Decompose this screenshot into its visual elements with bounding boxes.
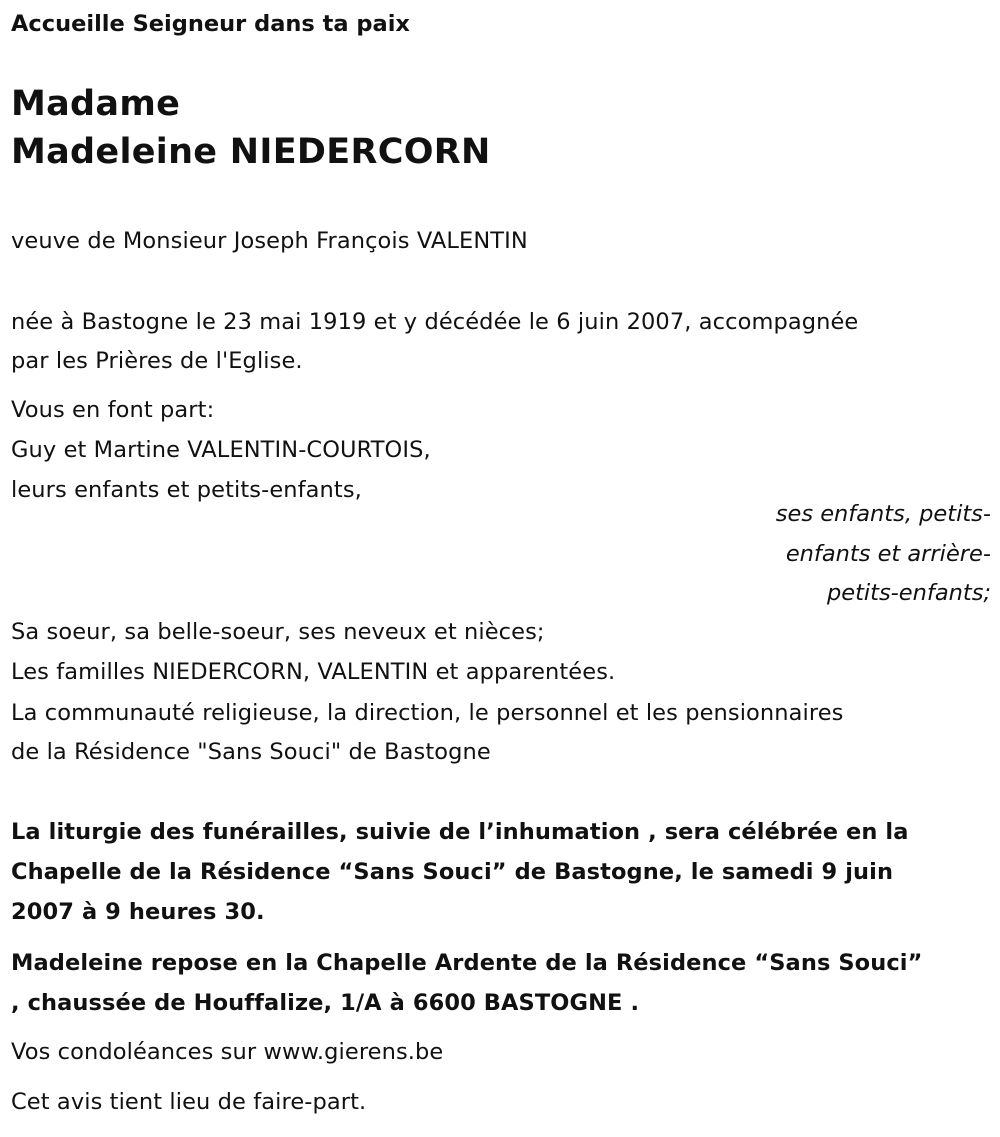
condolences-line: Vos condoléances sur www.gierens.be: [11, 1039, 444, 1065]
announcer-line-3: Sa soeur, sa belle-soeur, ses neveux et nièces;: [11, 619, 545, 645]
resting-line-2: , chaussée de Houffalize, 1/A à 6600 BASTOGNE .: [11, 990, 640, 1016]
funeral-line-3: 2007 à 9 heures 30.: [11, 899, 265, 925]
announcer-line-5: La communauté religieuse, la direction, le personnel et les pensionnaires: [11, 700, 844, 726]
deceased-name: Madeleine NIEDERCORN: [11, 132, 491, 172]
notice-line: Cet avis tient lieu de faire-part.: [11, 1089, 367, 1115]
announcer-line-6: de la Résidence "Sans Souci" de Bastogne: [11, 739, 491, 765]
announcers-intro: Vous en font part:: [11, 397, 215, 423]
resting-line-1: Madeleine repose en la Chapelle Ardente de la Résidence “Sans Souci”: [11, 950, 923, 976]
deceased-title: Madame: [11, 84, 181, 124]
spouse-line: veuve de Monsieur Joseph François VALENTIN: [11, 228, 528, 254]
funeral-line-2: Chapelle de la Résidence “Sans Souci” de Bastogne, le samedi 9 juin: [11, 859, 894, 885]
announcer-line-4: Les familles NIEDERCORN, VALENTIN et apparentées.: [11, 659, 616, 685]
descendants-line-1: ses enfants, petits-: [775, 501, 991, 527]
birth-death-line-2: par les Prières de l'Eglise.: [11, 348, 303, 374]
birth-death-line-1: née à Bastogne le 23 mai 1919 et y décédée le 6 juin 2007, accompagnée: [11, 309, 859, 335]
announcer-line-1: Guy et Martine VALENTIN-COURTOIS,: [11, 437, 431, 463]
prayer-header: Accueille Seigneur dans ta paix: [11, 11, 410, 37]
funeral-line-1: La liturgie des funérailles, suivie de l’inhumation , sera célébrée en la: [11, 819, 909, 845]
announcer-line-2: leurs enfants et petits-enfants,: [11, 477, 362, 503]
descendants-line-3: petits-enfants;: [826, 580, 991, 606]
descendants-line-2: enfants et arrière-: [785, 541, 991, 567]
